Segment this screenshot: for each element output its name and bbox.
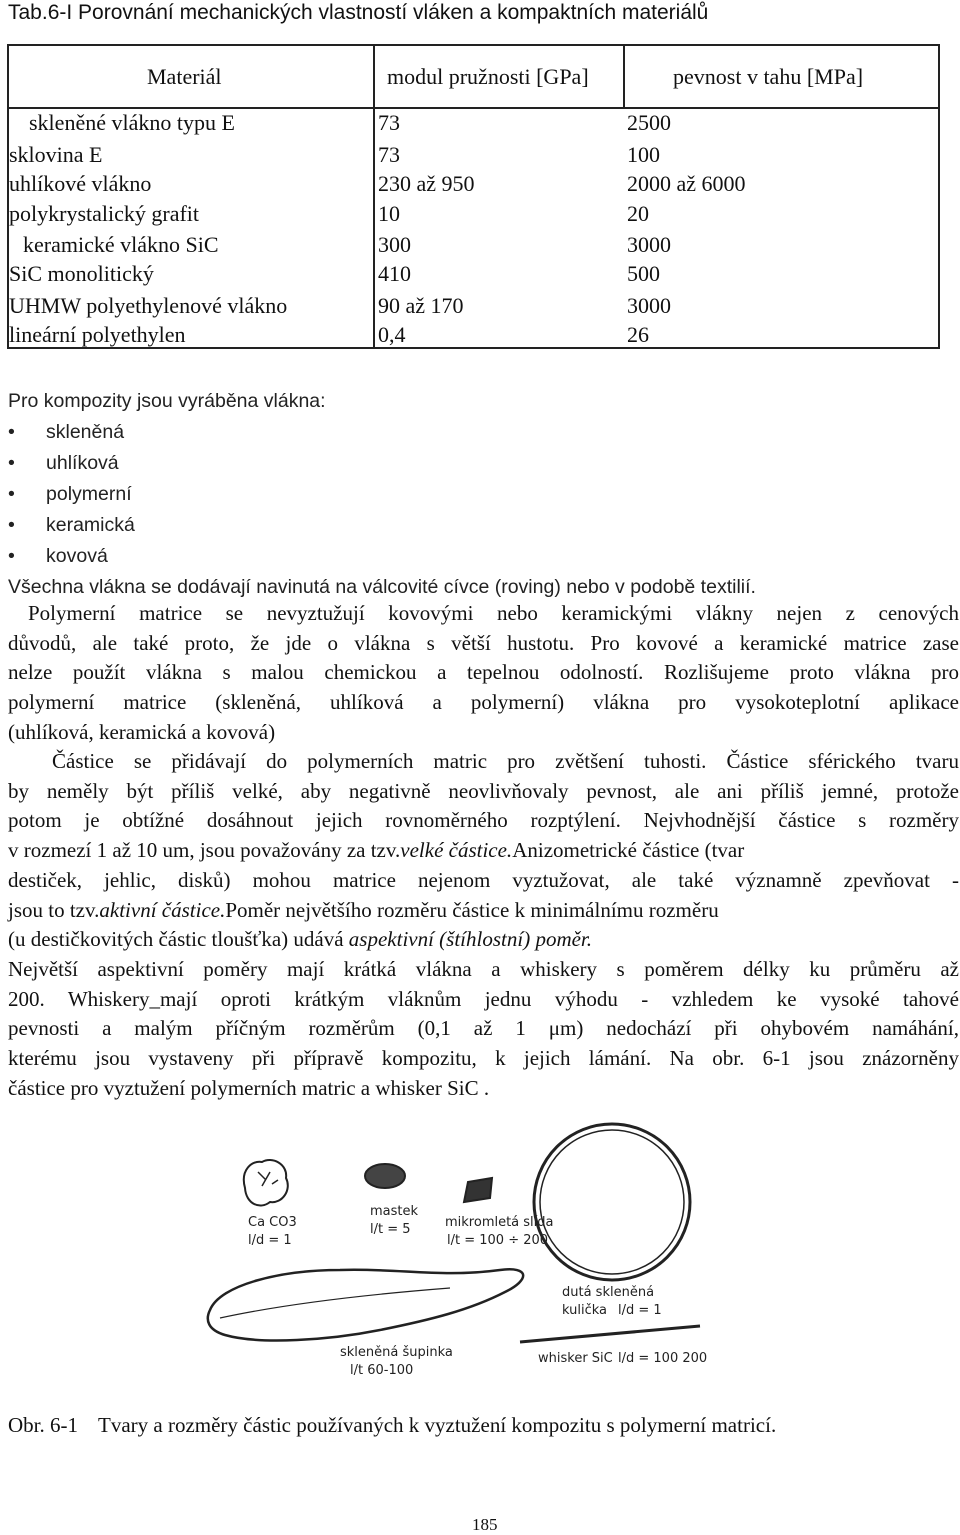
table-cell: 410 bbox=[378, 261, 411, 286]
mastek-particle bbox=[365, 1164, 405, 1188]
table-cell: 90 až 170 bbox=[378, 293, 464, 318]
table-cell: 20 bbox=[627, 201, 649, 226]
paragraph-particles: Částice se přidávají do polymerních matric pro zvětšení tuhosti. Částice sférického tvaru by neměly být příliš velké, aby negativně neovlivňovaly pevnost, ale ani příliš jemné, protože potom je obtížné dosáhnout jejich rovnoměrného rozptýlení. Nejvhodnější částice s rozměry v rozmezí 1 až 10 um, jsou považovány za tzv.velké částice.Anizometrické částice (tvar destiček, jehlic, disků) mohou matrice nejenom vyztužovat, ale také významně zpevňovat - jsou to tzv.aktivní částice.Poměr největšího rozměru částice k minimálnímu rozměru (u destičkovitých částic tloušťka) udává aspektivní (štíhlostní) poměr. bbox=[8, 749, 959, 952]
table-cell: 10 bbox=[378, 201, 400, 226]
intro-text: Pro kompozity jsou vyráběna vlákna: bbox=[8, 390, 326, 412]
table-cell: 26 bbox=[627, 322, 649, 347]
table-cell: lineární polyethylen bbox=[9, 322, 186, 347]
caco3-ratio: l/d = 1 bbox=[248, 1233, 292, 1248]
table-cell: 73 bbox=[378, 110, 400, 135]
header-modulus: modul pružnosti [GPa] bbox=[387, 64, 589, 89]
sphere-label-2: kulička bbox=[562, 1303, 608, 1318]
whisker-ratio: l/d = 100 200 bbox=[618, 1351, 708, 1366]
mica-ratio: l/t = 100 ÷ 200 bbox=[447, 1233, 549, 1248]
table-cell: 2000 až 6000 bbox=[627, 171, 746, 196]
sphere-label: dutá skleněná bbox=[562, 1285, 655, 1300]
table-cell: polykrystalický grafit bbox=[9, 201, 200, 226]
table-cell: uhlíkové vlákno bbox=[9, 171, 152, 196]
table-cell: 100 bbox=[627, 142, 660, 167]
table-cell: 0,4 bbox=[378, 322, 406, 347]
table-cell: SiC monolitický bbox=[9, 261, 154, 286]
table-cell: 300 bbox=[378, 232, 411, 257]
table-cell: skleněné vlákno typu E bbox=[29, 110, 235, 135]
header-strength: pevnost v tahu [MPa] bbox=[673, 64, 864, 89]
table-cell: 2500 bbox=[627, 110, 671, 135]
table-caption: Tab.6-I Porovnání mechanických vlastností vláken a kompaktních materiálů bbox=[8, 1, 709, 24]
bullet-icon: • bbox=[8, 421, 15, 443]
table-cell: 230 až 950 bbox=[378, 171, 475, 196]
list-item: • skleněná bbox=[8, 417, 960, 448]
roving-text: Všechna vlákna se dodávají navinutá na válcovité cívce (roving) nebo v podobě textilií. bbox=[8, 576, 756, 598]
flake-ratio: l/t 60-100 bbox=[350, 1363, 414, 1378]
properties-table bbox=[7, 44, 940, 349]
table-cell: sklovina E bbox=[9, 142, 103, 167]
mastek-ratio: l/t = 5 bbox=[370, 1222, 411, 1237]
header-material: Materiál bbox=[147, 64, 222, 89]
paragraph-whiskers: Největší aspektivní poměry mají krátká vlákna a whiskery s poměrem délky ku průměru až 200. Whiskery_mají oproti krátkým vláknům jednu výhodu - vzhledem ke vysoké tahové pevnosti a malým příčným rozměrům (0,1 až 1 μm) nedochází při ohybovém namáhání, kterému jsou vystaveny při přípravě kompozitu, k jejich lámání. Na obr. 6-1 jsou znázorněny částice pro vyztužení polymerních matric a whisker SiC . bbox=[8, 957, 959, 1100]
table-cell: 3000 bbox=[627, 232, 671, 257]
figure-caption bbox=[8, 1412, 776, 1438]
paragraph-matrices: Polymerní matrice se nevyztužují kovovými nebo keramickými vlákny nejen z cenových důvodů, ale také proto, že jde o vlákna s větší hustotu. Pro kovové a keramické matrice zase nelze použít vlákna s malou chemickou a tepelnou odolností. Rozlišujeme proto vlákna pro polymerní matrice (skleněná, uhlíková a polymerní) vlákna pro vysokoteplotní aplikace (uhlíková, keramická a kovová) bbox=[8, 601, 959, 744]
mica-label: mikromletá slída bbox=[445, 1215, 554, 1230]
column-divider bbox=[373, 46, 375, 347]
list-item: • uhlíková bbox=[8, 448, 960, 479]
particle-shapes-figure bbox=[200, 1120, 720, 1380]
fiber-list-section bbox=[8, 386, 960, 603]
caco3-label: Ca CO3 bbox=[248, 1215, 297, 1230]
mica-particle bbox=[464, 1178, 492, 1202]
bullet-icon: • bbox=[8, 452, 15, 474]
bullet-icon: • bbox=[8, 514, 15, 536]
table-cell: 3000 bbox=[627, 293, 671, 318]
sphere-ratio: l/d = 1 bbox=[618, 1303, 662, 1318]
list-item: • kovová bbox=[8, 541, 960, 572]
table-cell: 73 bbox=[378, 142, 400, 167]
list-item: • keramická bbox=[8, 510, 960, 541]
bullet-icon: • bbox=[8, 545, 15, 567]
column-divider bbox=[623, 46, 625, 107]
table-cell: 500 bbox=[627, 261, 660, 286]
bullet-icon: • bbox=[8, 483, 15, 505]
table-header bbox=[9, 46, 938, 109]
mastek-label: mastek bbox=[370, 1204, 419, 1219]
figure-caption-text: Tvary a rozměry částic používaných k vyztužení kompozitu s polymerní matricí. bbox=[98, 1413, 777, 1437]
flake-label: skleněná šupinka bbox=[340, 1345, 453, 1360]
list-item: • polymerní bbox=[8, 479, 960, 510]
whisker-sic bbox=[520, 1326, 700, 1342]
figure-number: Obr. 6-1 bbox=[8, 1413, 78, 1437]
page-number: 185 bbox=[472, 1515, 498, 1534]
glass-flake bbox=[208, 1269, 523, 1340]
whisker-label: whisker SiC bbox=[538, 1351, 613, 1366]
table-cell: keramické vlákno SiC bbox=[23, 232, 219, 257]
table-cell: UHMW polyethylenové vlákno bbox=[9, 293, 288, 318]
hollow-sphere bbox=[534, 1124, 690, 1280]
caco3-particle bbox=[244, 1160, 288, 1206]
